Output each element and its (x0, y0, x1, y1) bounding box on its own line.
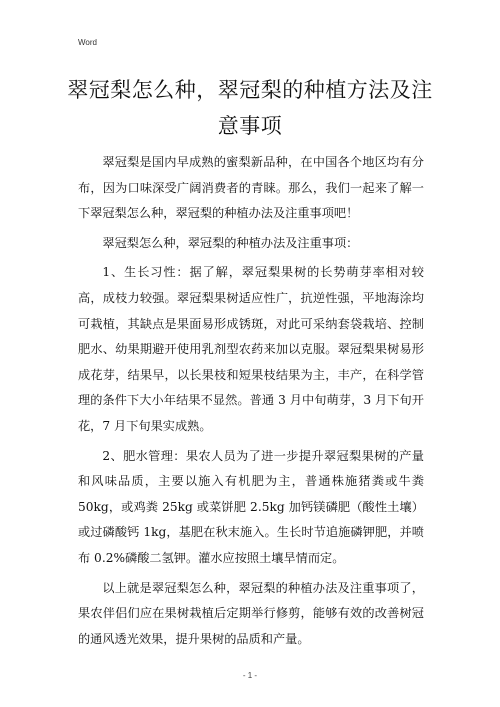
document-body (78, 150, 424, 656)
page-number: - 1 - (242, 671, 258, 680)
paragraph-conclusion: 以上就是翠冠梨怎么种，翠冠梨的种植办法及注重事项了，果农伴侣们应在果树栽植后定期举行修剪，能够有效的改善树冠的通风透光效果，提升果树的品质和产量。 (78, 580, 424, 646)
header-label: Word (78, 38, 97, 47)
paragraph-subheading: 翠冠梨怎么种，翠冠梨的种植办法及注重事项： (102, 235, 359, 250)
document-title: 翠冠梨怎么种，翠冠梨的种植方法及注意事项 (67, 78, 433, 138)
paragraph-intro: 翠冠梨是国内早成熟的蜜梨新品种，在中国各个地区均有分布，因为口味深受广阔消费者的青睐。那么，我们一起来了解一下翠冠梨怎么种，翠冠梨的种植办法及注重事项吧！ (78, 155, 424, 221)
paragraph-growth-habit: 1、生长习性：据了解，翠冠梨果树的长势萌芽率相对较高，成枝力较强。翠冠梨果树适应性广，抗逆性强，平地海涂均可栽植，其缺点是果面易形成锈斑，对此可采纳套袋栽培、控制肥水、幼果期避开使用乳剂型农药来加以克服。翠冠梨果树易形成花芽，结果早，以长果枝和短果枝结果为主，丰产，在科学管理的条件下大小年结果不显然。普通 3 月中旬萌芽，3 月下旬开花，7 月下旬果实成熟。 (78, 265, 424, 433)
paragraph-fertilizer: 2、肥水管理：果农人员为了进一步提升翠冠梨果树的产量和风味品质，主要以施入有机肥为主，普通株施猪粪或牛粪 50kg，或鸡粪 25kg 或菜饼肥 2.5kg 加钙镁磷肥（酸性土壤）或过磷酸钙 1kg，基肥在秋末施入。生长时节追施磷钾肥，并喷布 0.2%磷酸二氢钾。灌水应按照土壤旱情而定。 (78, 448, 424, 565)
